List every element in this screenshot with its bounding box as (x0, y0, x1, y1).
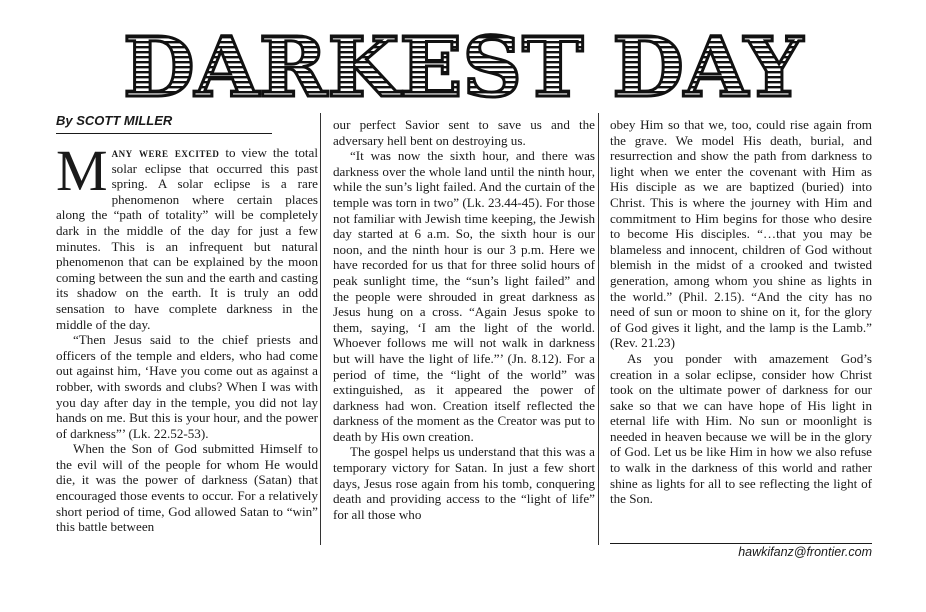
byline: By SCOTT MILLER (56, 113, 173, 128)
article-paragraph: “Then Jesus said to the chief priests and officers of the temple and elders, who had come out against him, ‘Have you come out as against a robber, with swords and clubs? When I was with you day after day in the temple, you did not lay hands on me. But this is your hour, and the power of darkness”’ (Lk. 22.52-53). (56, 332, 318, 441)
article-paragraph: When the Son of God submitted Himself to the evil will of the people for whom He would die, it was the power of darkness (Satan) that encouraged those events to occur. For a relatively short period of time, God allowed Satan to “win” this battle between (56, 441, 318, 535)
lead-in: any were excited (111, 145, 220, 160)
article-title-text: DARKEST DAY (123, 26, 805, 106)
byline-rule (56, 133, 272, 134)
author-email[interactable]: hawkifanz@frontier.com (738, 545, 872, 559)
article-paragraph: obey Him so that we, too, could rise again from the grave. We model His death, burial, and resurrection and show the path from darkness to light when we enter the covenant with Him as His disciple as we are baptized (buried) into Christ. This is where the journey with Him and commitment to Him begins for those who desire to become His disciples. “…that you may be blameless and innocent, children of God without blemish in the midst of a crooked and twisted generation, among whom you shine as lights in the world.” (Phil. 2.15). “And the city has no need of sun or moon to shine on it, for the glory of God gives it light, and the lamp is the Lamb.” (Rev. 21.23) (610, 117, 872, 351)
column-divider (320, 113, 321, 545)
article-paragraph: The gospel helps us understand that this was a temporary victory for Satan. In just a few short days, Jesus rose again from his tomb, conquering death and providing access to the “light of life” for all those who (333, 444, 595, 522)
article-paragraph: “It was now the sixth hour, and there was darkness over the whole land until the ninth hour, while the sun’s light failed. And the curtain of the temple was torn in two” (Lk. 23.44-45). For those not familiar with Jewish time keeping, the Jewish day started at 6 a.m. So, the sixth hour is our noon, and the ninth hour is our 3 p.m. Here we have recorded for us that for three solid hours of peak sunlight time, the “sun’s light failed” and the people were shrouded in great darkness as Jesus hung on a cross. “Again Jesus spoke to them, saying, ‘I am the light of the world. Whoever follows me will not walk in darkness but will have the light of life.”’ (Jn. 8.12). For a period of time, the “light of the world” was extinguished, as it appeared the power of darkness had won. Creation itself reflected the darkness of the moment as the Creator was put to death by His own creation. (333, 148, 595, 444)
column-divider (598, 113, 599, 545)
signature-rule (610, 543, 872, 544)
article-paragraph: our perfect Savior sent to save us and the adversary hell bent on destroying us. (333, 117, 595, 148)
article-column-2 (333, 117, 595, 522)
article-paragraph: As you ponder with amazement God’s creation in a solar eclipse, consider how Christ took on the ultimate power of darkness for our sake so that we can have hope of His light in eternal life with Him. No sun or moonlight is needed in heaven because we will be in the glory of God. Let us be like Him in how we also refuse to walk in the darkness of this world and rather shine as lights for all to see reflecting the light of the Son. (610, 350, 872, 507)
drop-cap: M (56, 138, 108, 203)
article-column-1 (56, 138, 319, 592)
article-title (120, 26, 806, 106)
article-column-3 (610, 117, 872, 507)
article-title-graphic (120, 26, 806, 106)
paragraph-text: to view the total solar eclipse that occurred this past spring. A solar eclipse is a rare phenomenon where certain places along the “path of totality” will be completely dark in the middle of the day for just a few minutes. This is an infrequent but natural phenomenon that can be explained by the moon coming between the sun and the earth and casting its shadow on the earth. It is truly an odd sensation to have complete darkness in the middle of the day. (56, 145, 319, 332)
article-paragraph (56, 138, 319, 332)
